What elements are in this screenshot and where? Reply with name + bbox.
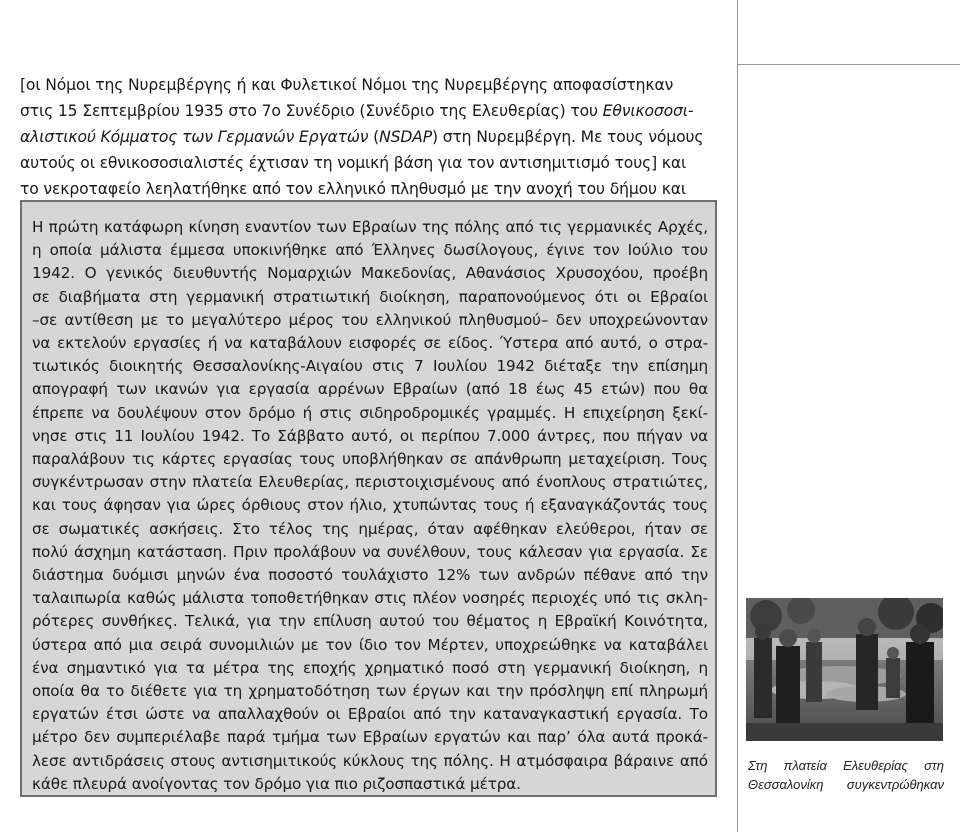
historical-photo [746,598,943,741]
page-margin-vertical-rule [737,0,738,832]
box-line: διάστημα δυόμισι μηνών ένα ποσοστό τουλάχιστο 12% των ανδρών πέθανε από την [32,566,708,585]
intro-line-2-italic: Εθνικοσοσι- [602,102,694,120]
highlight-box-text [32,216,708,796]
intro-line-3-acronym: NSDAP [379,128,432,146]
box-line: ταλαιπωρία καθώς μάλιστα τοποθετήθηκαν στις πλέον νοσηρές περιοχές υπό τις σκλη- [32,589,708,608]
box-line: –σε αντίθεση με το μεγαλύτερο μέρος του ελληνικού πληθυσμού– δεν υποχρεώνονταν [32,310,708,329]
intro-line-2-text: στις 15 Σεπτεμβρίου 1935 στο 7ο Συνέδριο (Συνέδριο της Ελευθερίας) του [20,102,603,120]
box-line: πολύ άσχημη κατάσταση. Πριν προλάβουν να συνέλθουν, τους κάλεσαν για εργασία. Σε [32,542,708,561]
highlight-box [20,200,717,797]
box-line: 1942. Ο γενικός διευθυντής Νομαρχιών Μακεδονίας, Αθανάσιος Χρυσοχόου, προέβη [32,264,708,283]
intro-line-3-paren: ( [368,128,380,146]
caption-line-2: Θεσσαλονίκη συγκεντρώθηκαν [748,777,944,792]
box-line: σε σωματικές ασκήσεις. Στο τέλος της ημέρας, όταν αφέθηκαν ελεύθεροι, ήταν σε [32,519,708,538]
intro-line-4: αυτούς οι εθνικοσοσιαλιστές έχτισαν τη νομική βάση για τον αντισημιτισμό τους] και [20,154,687,172]
box-line: μέτρο δεν συμπεριέλαβε παρά τμήμα των Εβραίων εργατών και παρ’ όλα αυτά προκά- [32,728,708,747]
box-line: νησε στις 11 Ιουλίου 1942. Το Σάββατο αυτό, οι περίπου 7.000 άντρες, που πήγαν να [32,426,708,445]
box-line: λεσε αντιδράσεις στους αντισημιτικούς κύκλους της πόλης. Η ατμόσφαιρα βάραινε από [32,751,708,770]
intro-line-3-italic: αλιστικού Κόμματος των Γερμανών Εργατών [20,128,369,146]
intro-line-5: το νεκροταφείο λεηλατήθηκε από τον ελληνικό πληθυσμό με την ανοχή του δήμου και [20,180,686,198]
box-line: παραλάβουν τις κάρτες εργασίας τους υποβλήθηκαν σε απάνθρωπη μεταχείριση. Τους [32,450,708,469]
intro-paragraph [20,72,720,202]
intro-line-1: [οι Νόμοι της Νυρεμβέργης ή και Φυλετικοί Νόμοι της Νυρεμβέργης αποφασίστηκαν [20,76,674,94]
box-line: ένα σημαντικό για τα μέτρα της εποχής χρηματικό ποσό στη γερμανική διοίκηση, η [32,658,708,677]
page-margin-horizontal-rule [737,64,960,65]
box-line: ρότερες συνθήκες. Τελικά, για την επίλυση αυτού του θέματος η Εβραϊκή Κοινότητα, [32,612,708,631]
caption-line-1: Στη πλατεία Ελευθερίας στη [748,758,944,773]
box-line: Η πρώτη κατάφωρη κίνηση εναντίον των Εβραίων της πόλης από τις γερμανικές Αρχές, [32,218,708,236]
intro-line-2 [20,98,720,124]
box-line: σε διαβήματα στη γερμανική στρατιωτική διοίκηση, παραπονούμενος ότι οι Εβραίοι [32,287,708,306]
photo-caption [748,756,944,794]
intro-line-3-text: ) στη Νυρεμβέργη. Με τους νόμους [431,128,704,146]
box-line: εργατών έτσι ώστε να απαλλαχθούν οι Εβραίοι από την καταναγκαστική εργασία. Το [32,705,708,724]
photo-illustration [746,598,943,741]
box-line: απογραφή των ικανών για εργασία αρρένων Εβραίων (από 18 έως 45 ετών) που θα [32,380,708,399]
box-line: κάθε πλευρά ανοίγοντας τον δρόμο για πιο ριζοσπαστικά μέτρα. [32,774,521,793]
box-line: τιωτικός διοικητής Θεσσαλονίκης-Αιγαίου στις 7 Ιουλίου 1942 διέταξε την επίσημη [32,357,708,376]
box-line: συγκέντρωσαν στην πλατεία Ελευθερίας, περιστοιχισμένους από ένοπλους στρατιώτες, [32,473,708,492]
box-line: η οποία μάλιστα έμμεσα υποκινήθηκε από Έλληνες δωσίλογους, έγινε τον Ιούλιο του [32,241,708,260]
box-line: ύστερα από μια σειρά συνομιλιών με τον ίδιο τον Μέρτεν, υποχρεώθηκε να καταβάλει [32,635,708,654]
box-line: να εκτελούν εργασίες ή να καταβάλουν εισφορές σε είδος. Ύστερα από αυτό, ο στρα- [32,334,708,353]
box-line: και τους άφησαν για ώρες όρθιους στον ήλιο, χτυπώντας τους ή εξαναγκάζοντάς τους [32,496,708,515]
intro-line-3 [20,124,720,150]
box-line: έπρεπε να δουλέψουν στον δρόμο ή στις σιδηροδρομικές γραμμές. Η επιχείρηση ξεκί- [32,403,708,422]
box-line: οποία θα το διέθετε για τη χρηματοδότηση των έργων και την πρόσληψη επί πληρωμή [32,682,708,701]
